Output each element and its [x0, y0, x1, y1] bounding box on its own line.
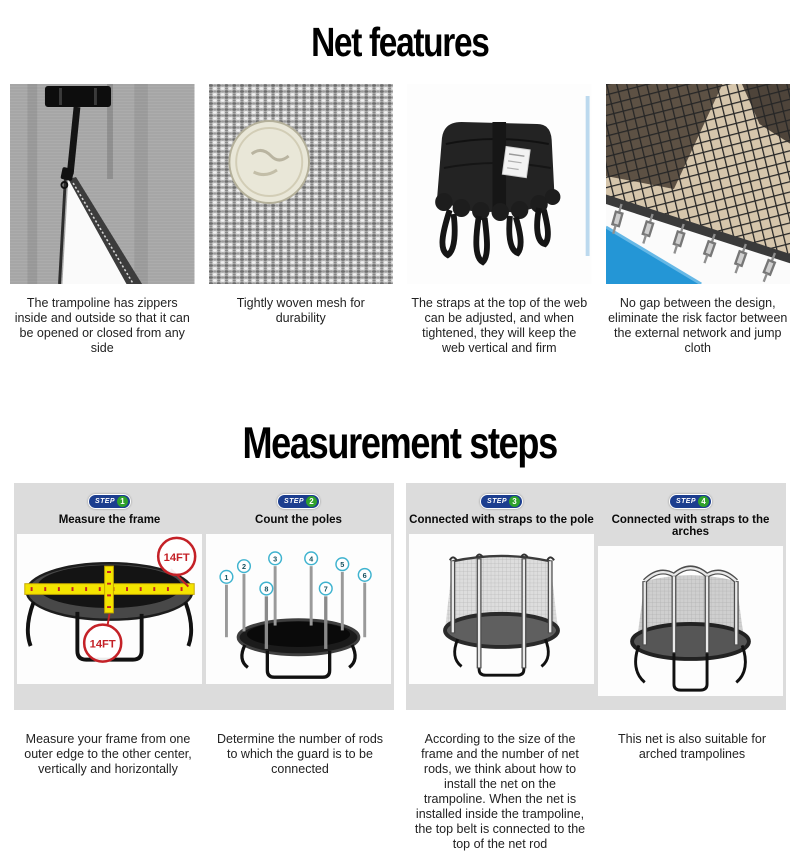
step-number-icon: 3	[509, 496, 520, 507]
top-buckle	[45, 86, 111, 107]
step-badge	[480, 494, 523, 509]
step-badge-label: STEP	[676, 498, 696, 505]
coin	[229, 121, 309, 203]
step-badge-label: STEP	[95, 498, 115, 505]
feature-item	[209, 84, 394, 356]
step-badge	[669, 494, 712, 509]
step-column-2	[206, 483, 391, 696]
net-features-title: Net features	[311, 20, 489, 66]
svg-text:4: 4	[309, 554, 314, 564]
feature-caption: No gap between the design, eliminate the risk factor between the external network and jump cloth	[608, 296, 788, 355]
step-caption: This net is also suitable for arched trampolines	[618, 732, 766, 761]
step-number-icon: 4	[698, 496, 709, 507]
step-column-4	[598, 483, 783, 696]
zipper-slider	[60, 167, 74, 181]
step-number-icon: 1	[117, 496, 128, 507]
svg-text:14FT: 14FT	[163, 551, 190, 564]
step-illustration-box	[598, 546, 783, 696]
straps-to-pole-illustration	[409, 534, 594, 684]
feature-caption: Tightly woven mesh for durability	[236, 296, 365, 325]
folded-net-straps-photo	[407, 84, 592, 284]
count-poles-illustration	[206, 534, 391, 684]
step-caption: Determine the number of rods to which the guard is to be connected	[216, 732, 384, 776]
svg-text:8: 8	[264, 584, 269, 594]
measure-frame-illustration	[17, 534, 202, 684]
step-number-icon: 2	[306, 496, 317, 507]
step-badge	[277, 494, 320, 509]
svg-text:14FT: 14FT	[89, 638, 116, 651]
step-caption: According to the size of the frame and the number of net rods, we think about how to install the net on the trampoline. When the net is installed inside the trampoline, the top belt is connected to the top of the net rod	[414, 732, 586, 851]
step-column-3	[409, 483, 594, 696]
step-title: Count the poles	[255, 514, 342, 526]
feature-caption: The straps at the top of the web can be adjusted, and when tightened, they will keep the web vertical and firm	[411, 296, 588, 355]
step-illustration-box	[17, 534, 202, 684]
size-annotation-bottom	[84, 614, 121, 662]
step-title: Measure the frame	[58, 514, 161, 526]
feature-caption: The trampoline has zippers inside and outside so that it can be opened or closed from any side	[14, 296, 190, 355]
feature-item	[606, 84, 791, 356]
mesh-with-coin-photo	[209, 84, 394, 284]
net-features-row	[0, 66, 800, 356]
step-badge-label: STEP	[284, 498, 304, 505]
step-title: Connected with straps to the arches	[611, 514, 770, 538]
step-column-1	[17, 483, 202, 696]
straps-to-arches-illustration	[598, 546, 783, 696]
svg-text:2: 2	[241, 562, 247, 572]
step-caption: Measure your frame from one outer edge to the other center, vertically and horizontally	[24, 732, 192, 776]
step-badge-label: STEP	[487, 498, 507, 505]
step-title: Connected with straps to the pole	[409, 514, 594, 526]
steps-panel-left	[14, 483, 394, 710]
zipper-closeup-photo	[10, 84, 195, 284]
svg-text:7: 7	[323, 584, 328, 594]
step-illustration-box	[206, 534, 391, 684]
steps-panel-right	[406, 483, 786, 710]
step-badge	[88, 494, 131, 509]
svg-text:1: 1	[224, 572, 229, 582]
svg-text:6: 6	[362, 570, 367, 580]
feature-item	[407, 84, 592, 356]
feature-item	[10, 84, 195, 356]
svg-text:5: 5	[340, 560, 345, 570]
net-clips-blue-frame-photo	[606, 84, 791, 284]
step-illustration-box	[409, 534, 594, 684]
steps-captions-row	[14, 720, 786, 852]
svg-text:3: 3	[273, 554, 278, 564]
measurement-steps-panel	[14, 483, 786, 710]
measurement-steps-title: Measurement steps	[242, 418, 558, 468]
